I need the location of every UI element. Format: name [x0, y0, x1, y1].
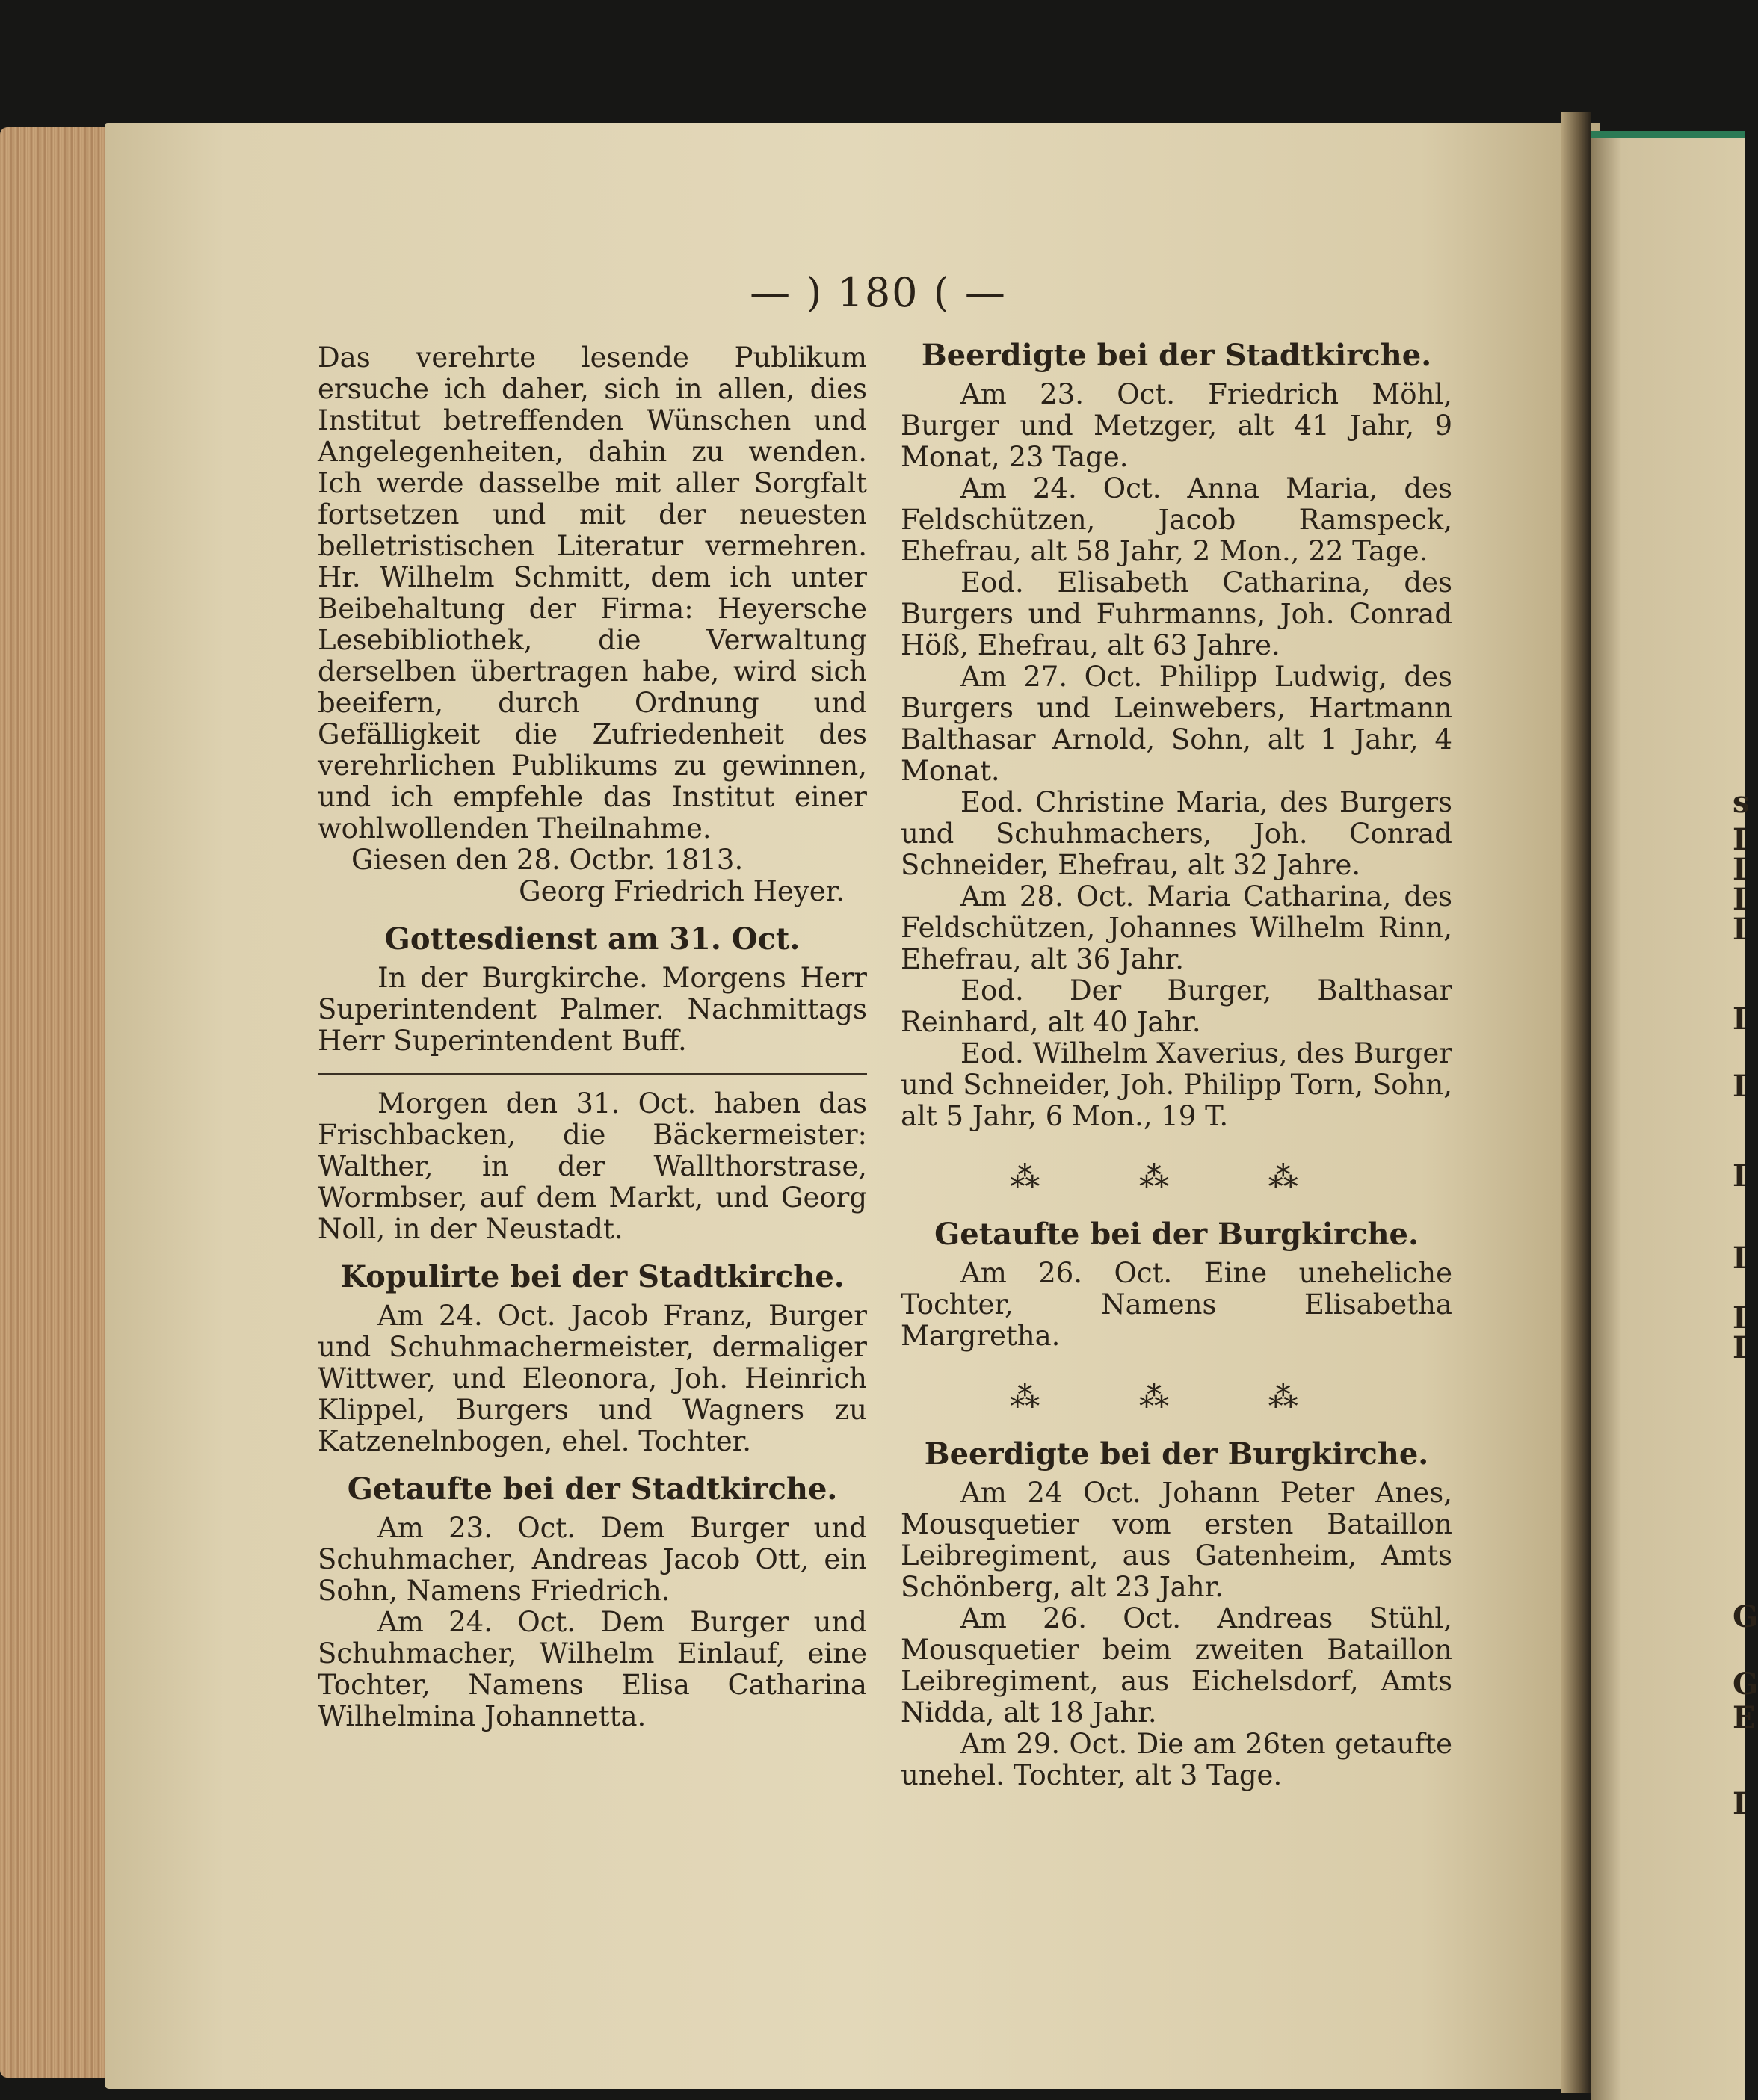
- buried-city-entry: Eod. Wilhelm Xaverius, des Burger und Schneider, Joh. Philipp Torn, Sohn, alt 5 Jahr, 6 Mon., 19 T.: [901, 1037, 1452, 1132]
- buried-city-entry: Eod. Der Burger, Balthasar Reinhard, alt 40 Jahr.: [901, 975, 1452, 1038]
- margin-fragment: E: [1733, 1700, 1756, 1735]
- margin-fragment: I: [1733, 852, 1747, 887]
- buried-castle-entry: Am 26. Oct. Andreas Stühl, Mousquetier beim zweiten Bataillon Leibregiment, aus Eichelsdorf, Amts Nidda, alt 18 Jahr.: [901, 1602, 1452, 1729]
- right-column: [901, 340, 1452, 1791]
- buried-city-entry: Eod. Elisabeth Catharina, des Burgers und Fuhrmanns, Joh. Conrad Höß, Ehefrau, alt 63 Jahre.: [901, 566, 1452, 661]
- baptized-city-heading: Getaufte bei der Stadtkirche.: [347, 1471, 838, 1507]
- margin-fragment: G: [1733, 1599, 1758, 1634]
- margin-fragment: I: [1733, 912, 1747, 947]
- book-gutter: [1561, 112, 1591, 2093]
- left-column: [318, 342, 867, 1732]
- margin-fragment: I: [1733, 1330, 1747, 1365]
- bakers-text: Morgen den 31. Oct. haben das Frischbacken, die Bäckermeister: Walther, in der Wallthorstrase, Wormbser, auf dem Markt, und Georg Noll, in der Neustadt.: [318, 1087, 867, 1245]
- margin-fragment: I: [1733, 882, 1747, 917]
- section-divider: [318, 1073, 867, 1075]
- margin-fragment: I: [1733, 1158, 1747, 1193]
- margin-fragment: I: [1733, 822, 1747, 857]
- baptized-city-entry: Am 23. Oct. Dem Burger und Schuhmacher, Andreas Jacob Ott, ein Sohn, Namens Friedrich.: [318, 1512, 867, 1607]
- facing-page: [1591, 131, 1745, 2100]
- margin-fragment: I: [1733, 1069, 1747, 1104]
- buried-castle-heading: Beerdigte bei der Burgkirche.: [924, 1436, 1429, 1471]
- baptized-castle-entry: Am 26. Oct. Eine uneheliche Tochter, Namens Elisabetha Margretha.: [901, 1257, 1452, 1352]
- buried-city-entry: Am 23. Oct. Friedrich Möhl, Burger und Metzger, alt 41 Jahr, 9 Monat, 23 Tage.: [901, 378, 1452, 473]
- buried-castle-entry: Am 24 Oct. Johann Peter Anes, Mousquetier vom ersten Bataillon Leibregiment, aus Gatenheim, Amts Schönberg, alt 23 Jahr.: [901, 1477, 1452, 1603]
- asterism-ornament: ⁂ ⁂ ⁂: [1010, 1380, 1343, 1415]
- married-entry: Am 24. Oct. Jacob Franz, Burger und Schuhmachermeister, dermaliger Wittwer, und Eleonora, Joh. Heinrich Klippel, Burgers und Wagners zu Katzenelnbogen, ehel. Tochter.: [318, 1300, 867, 1457]
- buried-castle-entry: Am 29. Oct. Die am 26ten getaufte unehel. Tochter, alt 3 Tage.: [901, 1728, 1452, 1791]
- baptized-castle-heading: Getaufte bei der Burgkirche.: [934, 1217, 1419, 1252]
- margin-fragment: G: [1733, 1667, 1758, 1702]
- page-number-header: — ) 180 ( —: [750, 269, 1007, 316]
- notice-text: Das verehrte lesende Publikum ersuche ich daher, sich in allen, dies Institut betreffenden Wünschen und Angelegenheiten, dahin zu wenden. Ich werde dasselbe mit aller Sorgfalt fortsetzen und mit der neuesten belletristischen Literatur vermehren. Hr. Wilhelm Schmitt, dem ich unter Beibehaltung der Firma: Heyersche Lesebibliothek, die Verwaltung derselben übertragen habe, wird sich beeifern, durch Ordnung und Gefälligkeit die Zufriedenheit des verehrlichen Publikums zu gewinnen, und ich empfehle das Institut einer wohlwollenden Theilnahme.: [318, 342, 867, 844]
- service-heading: Gottesdienst am 31. Oct.: [384, 921, 801, 957]
- margin-fragment: s: [1733, 785, 1750, 820]
- margin-fragment: I: [1733, 1001, 1747, 1037]
- buried-city-heading: Beerdigte bei der Stadtkirche.: [921, 338, 1432, 373]
- buried-city-entry: Eod. Christine Maria, des Burgers und Schuhmachers, Joh. Conrad Schneider, Ehefrau, alt 32 Jahre.: [901, 786, 1452, 881]
- margin-fragment: I: [1733, 1241, 1747, 1276]
- buried-city-entry: Am 27. Oct. Philipp Ludwig, des Burgers und Leinwebers, Hartmann Balthasar Arnold, Sohn, alt 1 Jahr, 4 Monat.: [901, 661, 1452, 787]
- asterism-ornament: ⁂ ⁂ ⁂: [1010, 1161, 1343, 1195]
- notice-signature: Georg Friedrich Heyer.: [519, 875, 845, 907]
- married-heading: Kopulirte bei der Stadtkirche.: [340, 1259, 845, 1294]
- book-page-edges: [0, 127, 112, 2078]
- service-text: In der Burgkirche. Morgens Herr Superintendent Palmer. Nachmittags Herr Superintendent Buff.: [318, 962, 867, 1057]
- margin-fragment: I: [1733, 1300, 1747, 1335]
- baptized-city-entry: Am 24. Oct. Dem Burger und Schuhmacher, Wilhelm Einlauf, eine Tochter, Namens Elisa Catharina Wilhelmina Johannetta.: [318, 1606, 867, 1732]
- margin-fragment: I: [1733, 1786, 1747, 1821]
- buried-city-entry: Am 24. Oct. Anna Maria, des Feldschützen, Jacob Ramspeck, Ehefrau, alt 58 Jahr, 2 Mon., 22 Tage.: [901, 472, 1452, 567]
- notice-date: Giesen den 28. Octbr. 1813.: [351, 844, 744, 876]
- buried-city-entry: Am 28. Oct. Maria Catharina, des Feldschützen, Johannes Wilhelm Rinn, Ehefrau, alt 36 Jahr.: [901, 880, 1452, 975]
